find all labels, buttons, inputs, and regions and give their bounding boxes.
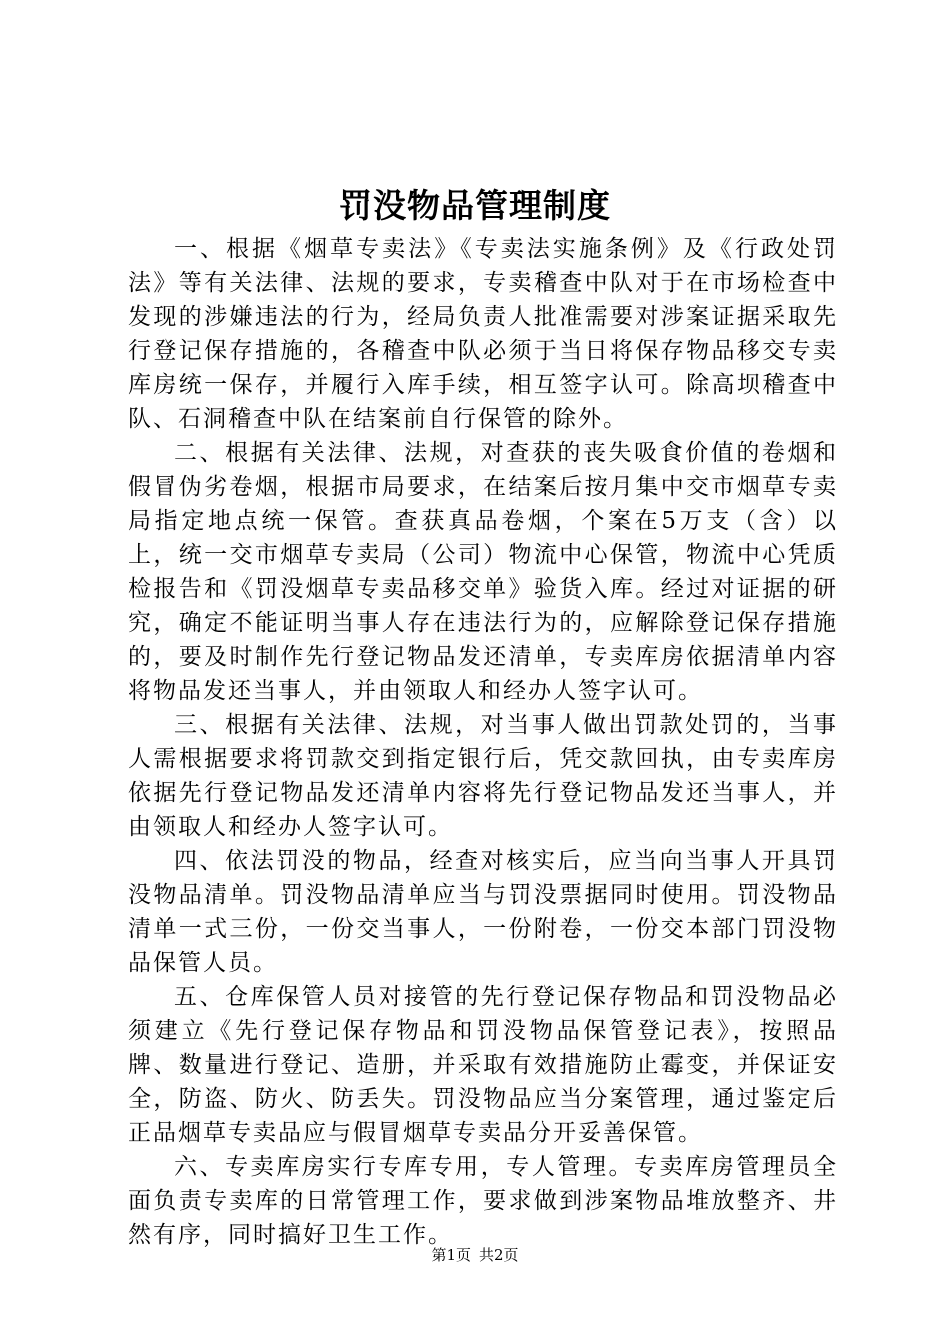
paragraph-1: 一、根据《烟草专卖法》《专卖法实施条例》及《行政处罚法》等有关法律、法规的要求，专卖稽查中队对于在市场检查中发现的涉嫌违法的行为，经局负责人批准需要对涉案证据采取先行登记保存措施的，各稽查中队必须于当日将保存物品移交专卖库房统一保存，并履行入库手续，相互签字认可。除高坝稽查中队、石洞稽查中队在结案前自行保管的除外。	[128, 236, 838, 432]
paragraph-6: 六、专卖库房实行专库专用，专人管理。专卖库房管理员全面负责专卖库的日常管理工作，要求做到涉案物品堆放整齐、井然有序，同时搞好卫生工作。	[128, 1154, 838, 1248]
paragraph-3: 三、根据有关法律、法规，对当事人做出罚款处罚的，当事人需根据要求将罚款交到指定银行后，凭交款回执，由专卖库房依据先行登记物品发还清单内容将先行登记物品发还当事人，并由领取人和经办人签字认可。	[128, 712, 838, 840]
paragraph-4: 四、依法罚没的物品，经查对核实后，应当向当事人开具罚没物品清单。罚没物品清单应当与罚没票据同时使用。罚没物品清单一式三份，一份交当事人，一份附卷，一份交本部门罚没物品保管人员。	[128, 848, 838, 976]
page-number-total: 共2页	[479, 1246, 519, 1264]
page-footer	[0, 1244, 950, 1266]
document-body	[128, 232, 838, 1252]
page-number-current: 第1页	[431, 1246, 471, 1264]
paragraph-5: 五、仓库保管人员对接管的先行登记保存物品和罚没物品必须建立《先行登记保存物品和罚没物品保管登记表》，按照品牌、数量进行登记、造册，并采取有效措施防止霉变，并保证安全，防盗、防火、防丢失。罚没物品应当分案管理，通过鉴定后正品烟草专卖品应与假冒烟草专卖品分开妥善保管。	[128, 984, 838, 1146]
document-title: 罚没物品管理制度	[339, 186, 611, 225]
paragraph-2: 二、根据有关法律、法规，对查获的丧失吸食价值的卷烟和假冒伪劣卷烟，根据市局要求，在结案后按月集中交市烟草专卖局指定地点统一保管。查获真品卷烟，个案在5万支（含）以上，统一交市烟草专卖局（公司）物流中心保管，物流中心凭质检报告和《罚没烟草专卖品移交单》验货入库。经过对证据的研究，确定不能证明当事人存在违法行为的，应解除登记保存措施的，要及时制作先行登记物品发还清单，专卖库房依据清单内容将物品发还当事人，并由领取人和经办人签字认可。	[128, 440, 838, 704]
